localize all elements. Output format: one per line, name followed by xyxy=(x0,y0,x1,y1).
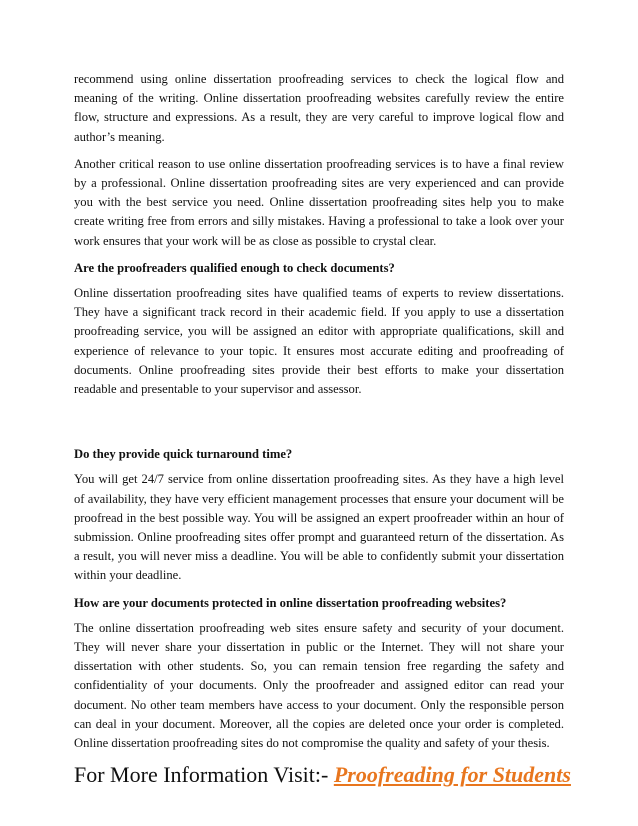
paragraph-final-review: Another critical reason to use online dissertation proofreading services is to have a final review by a professional. Online dissertation proofreading sites are very experienced and can provide you with the best service you need. Online dissertation proofreading sites help you to make create writing free from errors and silly mistakes. Having a professional to take a look over your work ensures that your work will be as close as possible to crystal clear. xyxy=(74,156,564,248)
heading-protected: How are your documents protected in online dissertation proofreading websites? xyxy=(74,595,507,610)
paragraph-qualified: Online dissertation proofreading sites have qualified teams of experts to review dissertations. They have a significant track record in their academic field. If you apply to use a dissertation proofreading service, you will be assigned an editor with appropriate qualifications, skill and experience of relevance to your topic. It ensures most accurate editing and proofreading of documents. Online proofreading sites provide their best efforts to make your dissertation readable and presentable to your supervisor and assessor. xyxy=(74,286,564,397)
heading-qualified: Are the proofreaders qualified enough to check documents? xyxy=(74,260,395,275)
heading-turnaround: Do they provide quick turnaround time? xyxy=(74,447,293,462)
footer-more-info xyxy=(74,760,571,790)
document-page xyxy=(74,70,571,790)
paragraph-logical-flow: recommend using online dissertation proofreading services to check the logical flow and meaning of the writing. Online dissertation proofreading websites carefully review the entire flow, structure and expressions. As a result, they are very careful to improve logical flow and author’s meaning. xyxy=(74,72,564,144)
paragraph-protected: The online dissertation proofreading web sites ensure safety and security of your document. They will never share your dissertation in public or the Internet. They will not share your dissertation with other students. So, you can remain tension free regarding the safety and confidentiality of your documents. Only the proofreader and assigned editor can read your document. No other team members have access to your document. Only the responsible person can deal in your document. Moreover, all the copies are deleted once your order is completed. Online dissertation proofreading sites do not compromise the quality and safety of your thesis. xyxy=(74,620,564,751)
footer-label: For More Information Visit:- xyxy=(74,762,334,788)
paragraph-turnaround: You will get 24/7 service from online dissertation proofreading sites. As they have a high level of availability, they have very efficient management processes that ensure your document will be proofread in the best possible way. You will be assigned an expert proofreader within an hour of submission. Online proofreading sites offer prompt and guaranteed return of the dissertation. As a result, you will never miss a deadline. You will be able to confidently submit your dissertation within your deadline. xyxy=(74,472,564,583)
spacer xyxy=(74,399,564,437)
proofreading-link[interactable]: Proofreading for Students xyxy=(333,762,571,788)
